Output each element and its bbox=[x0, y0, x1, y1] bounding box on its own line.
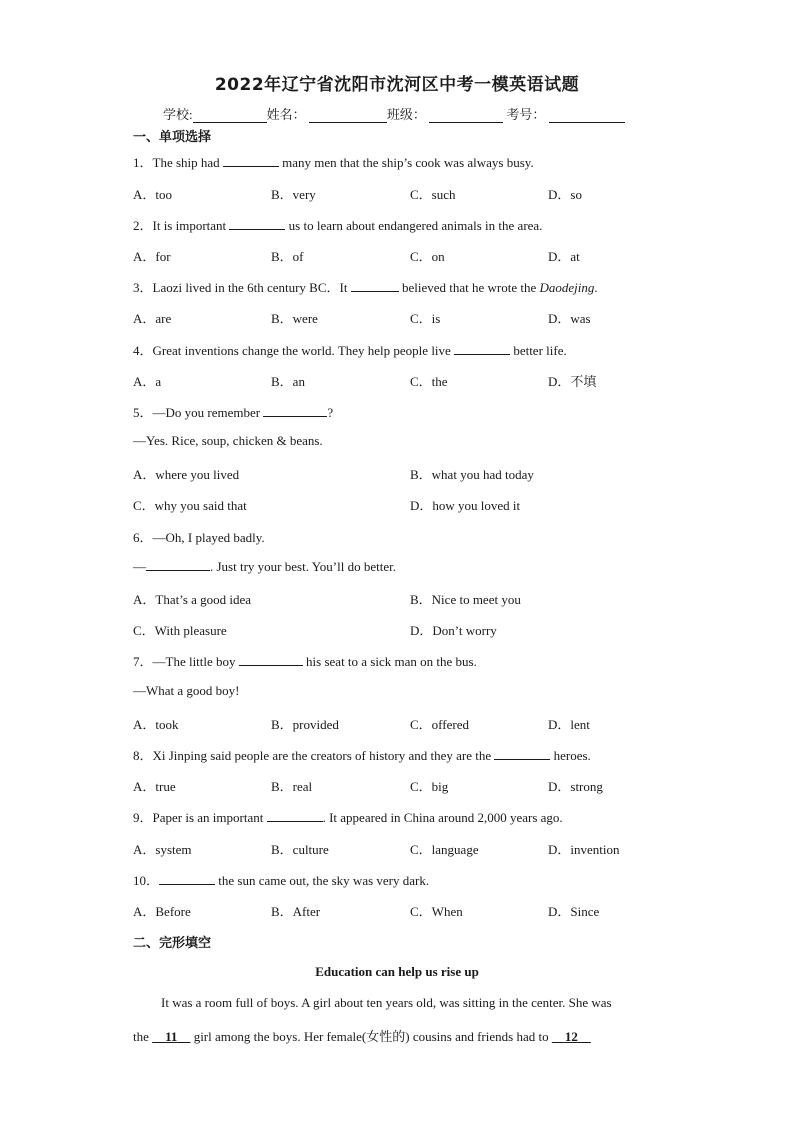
passage-text: girl among the boys. Her female(女性的) cousins and friends had to bbox=[190, 1029, 552, 1044]
stem-text: 2．It is important bbox=[133, 218, 230, 233]
section2-heading: 二、完形填空 bbox=[133, 936, 212, 951]
stem-text: his seat to a sick man on the bus. bbox=[302, 654, 477, 669]
school-label: 学校: bbox=[163, 107, 193, 122]
stem-text: 1．The ship had bbox=[133, 155, 223, 170]
question-9-stem bbox=[133, 807, 563, 826]
book-title: Daodejing bbox=[539, 280, 595, 295]
answer-blank bbox=[454, 342, 510, 355]
stem-text: 9．Paper is an important bbox=[133, 810, 267, 825]
option-c: C．When bbox=[410, 904, 463, 919]
question-2-stem bbox=[133, 215, 542, 234]
cloze-blank-12 bbox=[552, 1029, 591, 1044]
option-a: A．true bbox=[133, 779, 176, 794]
option-a: A．where you lived bbox=[133, 467, 240, 482]
option-b: B．were bbox=[271, 311, 318, 326]
option-b: B．real bbox=[271, 779, 313, 794]
option-c: C．language bbox=[410, 842, 479, 857]
passage-line-2 bbox=[133, 1026, 591, 1045]
option-a: A．Before bbox=[133, 904, 191, 919]
answer-blank bbox=[229, 217, 285, 230]
question-6-stem: 6．—Oh, I played badly. bbox=[133, 530, 265, 545]
option-d: D．so bbox=[548, 187, 582, 202]
stem-text: ? bbox=[327, 405, 334, 420]
answer-blank bbox=[263, 404, 327, 417]
option-b: B．what you had today bbox=[410, 467, 534, 482]
option-c: C．offered bbox=[410, 717, 469, 732]
question-3-stem bbox=[133, 277, 598, 296]
option-d: D．strong bbox=[548, 779, 603, 794]
stem-text: — bbox=[133, 559, 146, 574]
stem-text: 8．Xi Jinping said people are the creators of history and they are the bbox=[133, 748, 495, 763]
option-a: A．system bbox=[133, 842, 192, 857]
question-5-reply: —Yes. Rice, soup, chicken & beans. bbox=[133, 433, 323, 448]
option-d: D．was bbox=[548, 311, 591, 326]
exam-no-label: 考号： bbox=[506, 107, 546, 122]
answer-blank bbox=[494, 747, 550, 760]
answer-blank bbox=[223, 154, 279, 167]
answer-blank bbox=[146, 558, 210, 571]
stem-text: the sun came out, the sky was very dark. bbox=[215, 873, 430, 888]
option-b: B．culture bbox=[271, 842, 329, 857]
option-d: D．at bbox=[548, 249, 580, 264]
option-a: A．That’s a good idea bbox=[133, 592, 252, 607]
student-info-row bbox=[163, 104, 625, 123]
cloze-blank-11 bbox=[152, 1029, 190, 1044]
option-a: A．are bbox=[133, 311, 172, 326]
option-c: C．the bbox=[410, 374, 448, 389]
option-b: B．very bbox=[271, 187, 316, 202]
stem-text: . bbox=[594, 280, 598, 295]
answer-blank bbox=[159, 872, 215, 885]
name-label: 姓名： bbox=[266, 107, 306, 122]
stem-text: 10． bbox=[133, 873, 160, 888]
blank-number: 12 bbox=[564, 1029, 578, 1044]
answer-blank bbox=[267, 809, 323, 822]
option-a: A．a bbox=[133, 374, 162, 389]
option-b: B．provided bbox=[271, 717, 339, 732]
name-field[interactable] bbox=[309, 108, 387, 123]
school-field[interactable] bbox=[193, 108, 267, 123]
option-c: C．why you said that bbox=[133, 498, 247, 513]
option-b: B．Nice to meet you bbox=[410, 592, 521, 607]
answer-blank bbox=[351, 279, 399, 292]
option-b: B．After bbox=[271, 904, 321, 919]
question-6-reply bbox=[133, 558, 396, 575]
exam-no-field[interactable] bbox=[549, 108, 625, 123]
class-field[interactable] bbox=[429, 108, 503, 123]
question-4-stem bbox=[133, 340, 567, 359]
stem-text: 5．—Do you remember bbox=[133, 405, 264, 420]
question-5-stem bbox=[133, 402, 333, 421]
stem-text: 3．Laozi lived in the 6th century BC．It bbox=[133, 280, 351, 295]
stem-text: many men that the ship’s cook was always busy. bbox=[278, 155, 534, 170]
option-a: A．took bbox=[133, 717, 179, 732]
option-a: A．for bbox=[133, 249, 171, 264]
answer-blank bbox=[239, 653, 303, 666]
option-d: D．不填 bbox=[548, 374, 597, 389]
option-d: D．Since bbox=[548, 904, 600, 919]
option-c: C．is bbox=[410, 311, 441, 326]
option-a: A．too bbox=[133, 187, 173, 202]
stem-text: . It appeared in China around 2,000 years ago. bbox=[322, 810, 563, 825]
stem-text: us to learn about endangered animals in the area. bbox=[285, 218, 543, 233]
option-d: D．Don’t worry bbox=[410, 623, 497, 638]
passage-title: Education can help us rise up bbox=[315, 964, 479, 979]
question-7-reply: —What a good boy! bbox=[133, 683, 240, 698]
question-1-stem bbox=[133, 152, 534, 171]
stem-text: better life. bbox=[510, 343, 567, 358]
option-d: D．how you loved it bbox=[410, 498, 521, 513]
passage-text: the bbox=[133, 1029, 153, 1044]
option-c: C．on bbox=[410, 249, 445, 264]
option-d: D．lent bbox=[548, 717, 590, 732]
section1-heading: 一、单项选择 bbox=[133, 130, 212, 145]
option-b: B．of bbox=[271, 249, 304, 264]
stem-text: believed that he wrote the bbox=[398, 280, 540, 295]
option-c: C．big bbox=[410, 779, 449, 794]
passage-line-1: It was a room full of boys. A girl about ten years old, was sitting in the center. She was bbox=[161, 995, 612, 1010]
option-d: D．invention bbox=[548, 842, 620, 857]
stem-text: 7．—The little boy bbox=[133, 654, 239, 669]
question-10-stem bbox=[133, 870, 429, 889]
option-b: B．an bbox=[271, 374, 305, 389]
question-7-stem bbox=[133, 651, 477, 670]
stem-text: 4．Great inventions change the world. They help people live bbox=[133, 343, 455, 358]
stem-text: . Just try your best. You’ll do better. bbox=[210, 559, 396, 574]
blank-number: 11 bbox=[165, 1029, 178, 1044]
stem-text: heroes. bbox=[550, 748, 591, 763]
page-title: 2022年辽宁省沈阳市沈河区中考一模英语试题 bbox=[214, 75, 580, 95]
option-c: C．such bbox=[410, 187, 456, 202]
class-label: 班级： bbox=[386, 107, 426, 122]
option-c: C．With pleasure bbox=[133, 623, 227, 638]
question-8-stem bbox=[133, 745, 591, 764]
